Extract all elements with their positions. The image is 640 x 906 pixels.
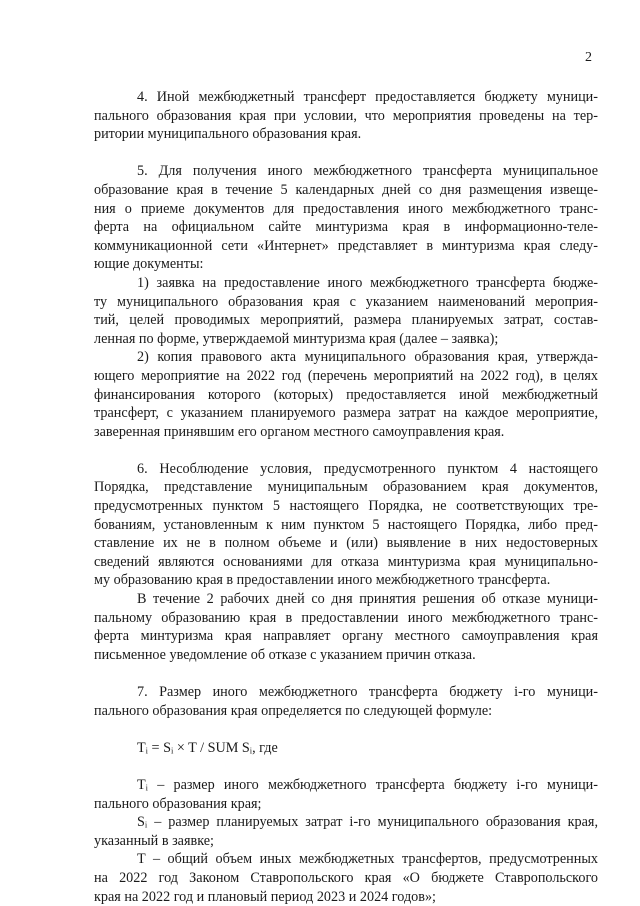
text-line: бованиям, установленным к ним пунктом 5 настоящего Порядка, либо пред- xyxy=(94,516,598,533)
paragraph-7 xyxy=(94,683,598,906)
text-line: пального образования края определяется по следующей формуле: xyxy=(94,702,493,719)
text-line: тий, целей проводимых мероприятий, размера планируемых затрат, состав- xyxy=(94,312,598,329)
text-line: ющие документы: xyxy=(94,256,204,273)
text-line: ния о приеме документов для предоставления иного межбюджетного транс- xyxy=(94,200,598,217)
text-line: T – общий объем иных межбюджетных трансфертов, предусмотренных xyxy=(137,851,598,868)
text-line: ленная по форме, утверждаемой минтуризма края (далее – заявка); xyxy=(94,330,499,347)
text-line: ферта минтуризма края направляет органу местного самоуправления края xyxy=(94,628,598,645)
text-line: Порядка, представление муниципальным образованием края документов, xyxy=(94,479,598,496)
text-line: Sᵢ – размер планируемых затрат i-го муниципального образования края, xyxy=(137,814,598,831)
text-line: сведений являются основаниями для отказа минтуризма края муниципально- xyxy=(94,553,598,570)
text-line: пальному образованию края в предоставлении иного межбюджетного транс- xyxy=(94,609,598,626)
text-line: заверенная принявшим его органом местного самоуправления края. xyxy=(94,423,505,440)
text-line: 1) заявка на предоставление иного межбюджетного трансферта бюдже- xyxy=(137,274,598,291)
text-line: пального образования края при условии, что мероприятия проведены на тер- xyxy=(94,107,598,124)
text-line: Tᵢ – размер иного межбюджетного трансферта бюджету i-го муници- xyxy=(137,776,598,793)
page-number: 2 xyxy=(585,50,592,65)
document-body xyxy=(94,88,598,906)
text-line: ющего мероприятие на 2022 год (перечень мероприятий на 2022 год), в целях xyxy=(94,367,598,384)
text-line: 6. Несоблюдение условия, предусмотренного пунктом 4 настоящего xyxy=(137,460,598,477)
text-line: образование края в течение 5 календарных дней со дня размещения извеще- xyxy=(94,181,598,198)
paragraph-5 xyxy=(94,162,598,441)
text-line: ферта на официальном сайте минтуризма края в информационно-теле- xyxy=(94,219,598,236)
text-line: края на 2022 год и плановый период 2023 и 2024 годов»; xyxy=(94,888,437,905)
text-line: ставление их не в полном объеме и (или) выявление в них недостоверных xyxy=(94,535,598,552)
text-line: на 2022 год Законом Ставропольского края «О бюджете Ставропольского xyxy=(94,869,598,886)
text-line: финансирования которого (которых) предоставляется иной межбюджетный xyxy=(94,386,598,403)
text-line: ритории муниципального образования края. xyxy=(94,126,362,143)
text-line: 5. Для получения иного межбюджетного трансферта муниципальное xyxy=(137,163,598,180)
text-line: ту муниципального образования края с указанием наименований мероприя- xyxy=(94,293,598,310)
paragraph-6 xyxy=(94,460,598,665)
text-line: трансферт, с указанием планируемого размера затрат на каждое мероприятие, xyxy=(94,405,598,422)
text-line: коммуникационной сети «Интернет» представляет в минтуризма края следу- xyxy=(94,237,598,254)
text-line: указанный в заявке; xyxy=(94,832,214,849)
text-line: му образованию края в предоставлении иного межбюджетного трансферта. xyxy=(94,572,551,589)
paragraph-4 xyxy=(94,88,598,144)
text-line: В течение 2 рабочих дней со дня принятия решения об отказе муници- xyxy=(137,591,598,608)
text-line: пального образования края; xyxy=(94,795,262,812)
text-line: письменное уведомление об отказе с указанием причин отказа. xyxy=(94,646,476,663)
formula: Tᵢ = Sᵢ × T / SUM Sᵢ, где xyxy=(137,739,278,756)
text-line: 4. Иной межбюджетный трансферт предоставляется бюджету муници- xyxy=(137,89,598,105)
text-line: 7. Размер иного межбюджетного трансферта бюджету i-го муници- xyxy=(137,684,598,700)
text-line: 2) копия правового акта муниципального образования края, утвержда- xyxy=(137,349,598,366)
text-line: предусмотренных пунктом 5 настоящего Порядка, не соответствующих тре- xyxy=(94,498,598,515)
